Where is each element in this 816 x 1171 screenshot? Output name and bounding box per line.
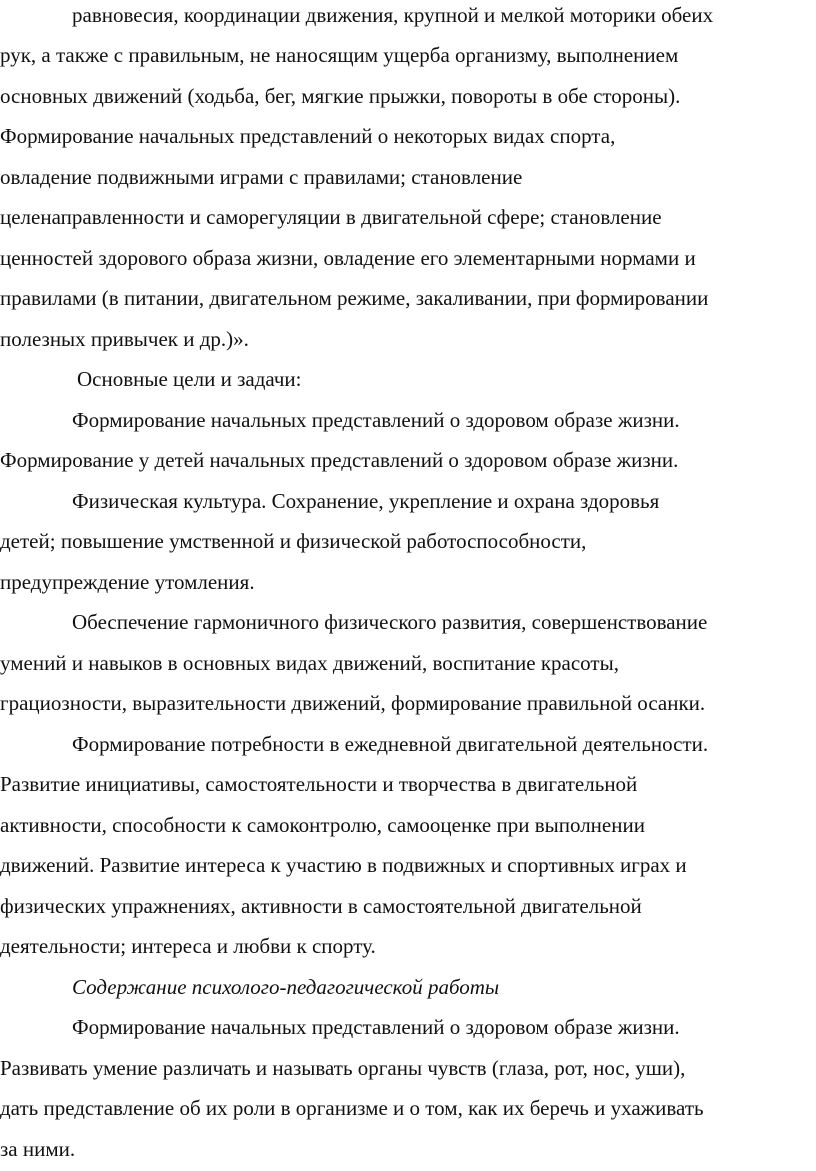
text-line: Формирование начальных представлений о некоторых видах спорта, xyxy=(0,124,616,148)
text-line: Формирование потребности в ежедневной двигательной деятельности. xyxy=(72,732,709,756)
text-line: ценностей здорового образа жизни, овладение его элементарными нормами и xyxy=(0,246,696,270)
section-heading: Основные цели и задачи: xyxy=(77,367,302,391)
text-line: дать представление об их роли в организме и о том, как их беречь и ухаживать xyxy=(0,1096,704,1120)
text-line: полезных привычек и др.)». xyxy=(0,327,249,351)
text-line: Формирование начальных представлений о здоровом образе жизни. xyxy=(72,1015,680,1039)
text-line: активности, способности к самоконтролю, самооценке при выполнении xyxy=(0,813,645,837)
text-line: целенаправленности и саморегуляции в двигательной сфере; становление xyxy=(0,205,662,229)
text-line: основных движений (ходьба, бег, мягкие прыжки, повороты в обе стороны). xyxy=(0,84,681,108)
text-line: овладение подвижными играми с правилами; становление xyxy=(0,165,523,189)
text-line: рук, а также с правильным, не наносящим ущерба организму, выполнением xyxy=(0,43,679,67)
text-line: Обеспечение гармоничного физического развития, совершенствование xyxy=(72,610,708,634)
text-line: умений и навыков в основных видах движений, воспитание красоты, xyxy=(0,651,619,675)
text-line: детей; повышение умственной и физической работоспособности, xyxy=(0,529,587,553)
text-line: Физическая культура. Сохранение, укрепление и охрана здоровья xyxy=(72,489,660,513)
text-line: движений. Развитие интереса к участию в подвижных и спортивных играх и xyxy=(0,853,687,877)
text-line: Формирование у детей начальных представлений о здоровом образе жизни. xyxy=(0,448,679,472)
text-line: деятельности; интереса и любви к спорту. xyxy=(0,934,376,958)
text-line: правилами (в питании, двигательном режиме, закаливании, при формировании xyxy=(0,286,709,310)
text-line: физических упражнениях, активности в самостоятельной двигательной xyxy=(0,894,642,918)
text-line: предупреждение утомления. xyxy=(0,570,255,594)
text-line: равновесия, координации движения, крупной и мелкой моторики обеих xyxy=(72,3,714,27)
text-line: Формирование начальных представлений о здоровом образе жизни. xyxy=(72,408,680,432)
text-line: Развивать умение различать и называть органы чувств (глаза, рот, нос, уши), xyxy=(0,1056,686,1080)
text-line: Развитие инициативы, самостоятельности и творчества в двигательной xyxy=(0,772,638,796)
text-line: грациозности, выразительности движений, формирование правильной осанки. xyxy=(0,691,706,715)
text-line: за ними. xyxy=(0,1137,76,1161)
section-heading-italic: Содержание психолого-педагогической работы xyxy=(72,975,500,999)
